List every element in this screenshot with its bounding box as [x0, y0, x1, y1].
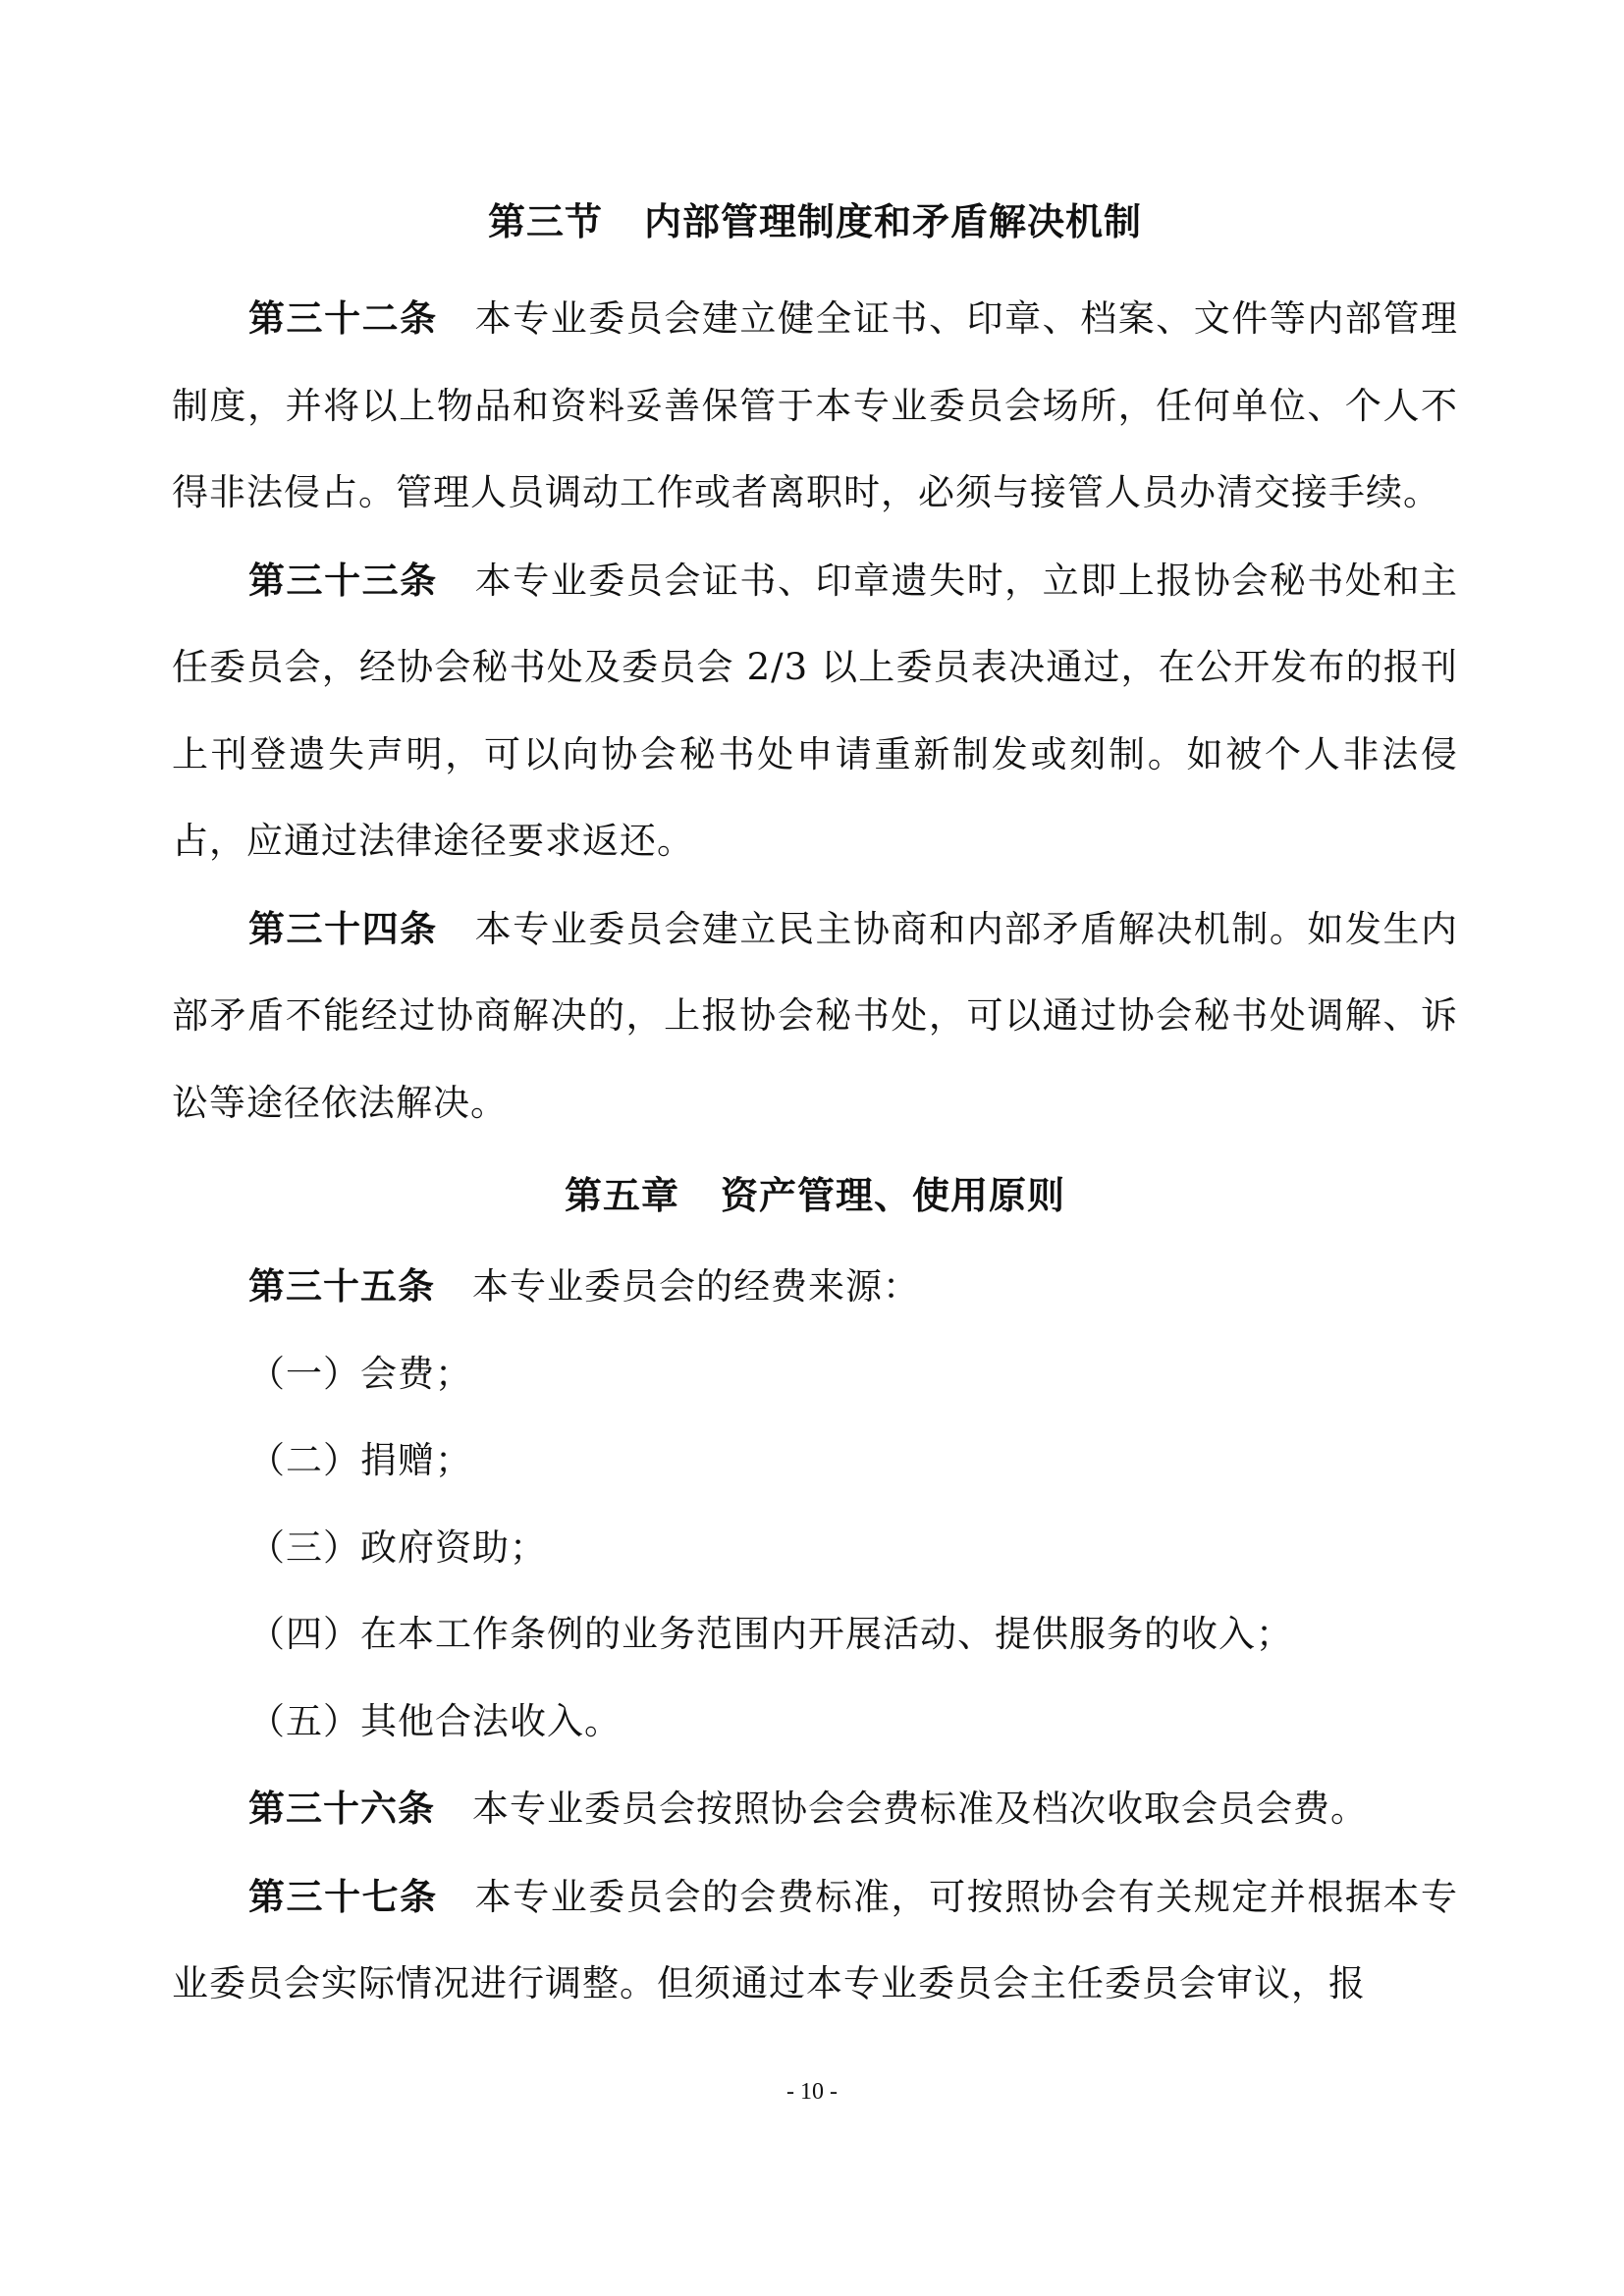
article-label: 第三十五条 [248, 1264, 435, 1308]
article-text: 本专业委员会的经费来源： [472, 1265, 920, 1308]
article-text: 本专业委员会证书、印章遗失时，立即上报协会秘书处和主任委员会，经协会秘书处及委员会 2/3 以上委员表决通过，在公开发布的报刊上刊登遗失声明，可以向协会秘书处申请重新制发或刻制。如被个人非法侵占，应通过法律途径要求返还。 [172, 559, 1459, 862]
funding-item-5: （五）其他合法收入。 [248, 1699, 622, 1742]
chapter-number: 第五章 [564, 1173, 679, 1217]
article-label: 第三十二条 [248, 296, 438, 340]
article-label: 第三十七条 [248, 1874, 438, 1918]
section-title: 内部管理制度和矛盾解决机制 [644, 199, 1143, 243]
section-heading [172, 196, 1458, 247]
article-36 [172, 1765, 1458, 1853]
page-content [172, 187, 1458, 2028]
funding-item-2: （二）捐赠； [248, 1439, 472, 1481]
article-text: 本专业委员会按照协会会费标准及档次收取会员会费。 [472, 1788, 1368, 1830]
chapter-heading [172, 1170, 1458, 1221]
article-37 [172, 1853, 1458, 2028]
page-number: - 10 - [786, 2079, 838, 2105]
funding-item-4: （四）在本工作条例的业务范围内开展活动、提供服务的收入； [248, 1613, 1293, 1655]
funding-item-3: （三）政府资助； [248, 1525, 547, 1569]
article-label: 第三十六条 [248, 1787, 435, 1830]
article-34 [172, 885, 1458, 1148]
article-label: 第三十三条 [248, 558, 438, 602]
chapter-title: 资产管理、使用原则 [721, 1173, 1066, 1217]
article-text: 本专业委员会的会费标准，可按照协会有关规定并根据本专业委员会实际情况进行调整。但须通过本专业委员会主任委员会审议，报 [172, 1875, 1459, 2004]
article-32 [172, 275, 1458, 537]
article-text: 本专业委员会建立民主协商和内部矛盾解决机制。如发生内部矛盾不能经过协商解决的，上报协会秘书处，可以通过协会秘书处调解、诉讼等途径依法解决。 [172, 907, 1459, 1124]
funding-item-1: （一）会费； [248, 1352, 472, 1395]
article-label: 第三十四条 [248, 906, 438, 950]
article-35 [172, 1243, 1458, 1331]
section-number: 第三节 [487, 199, 603, 243]
article-33 [172, 537, 1458, 885]
article-text: 本专业委员会建立健全证书、印章、档案、文件等内部管理制度，并将以上物品和资料妥善保管于本专业委员会场所，任何单位、个人不得非法侵占。管理人员调动工作或者离职时，必须与接管人员办清交接手续。 [172, 297, 1459, 513]
